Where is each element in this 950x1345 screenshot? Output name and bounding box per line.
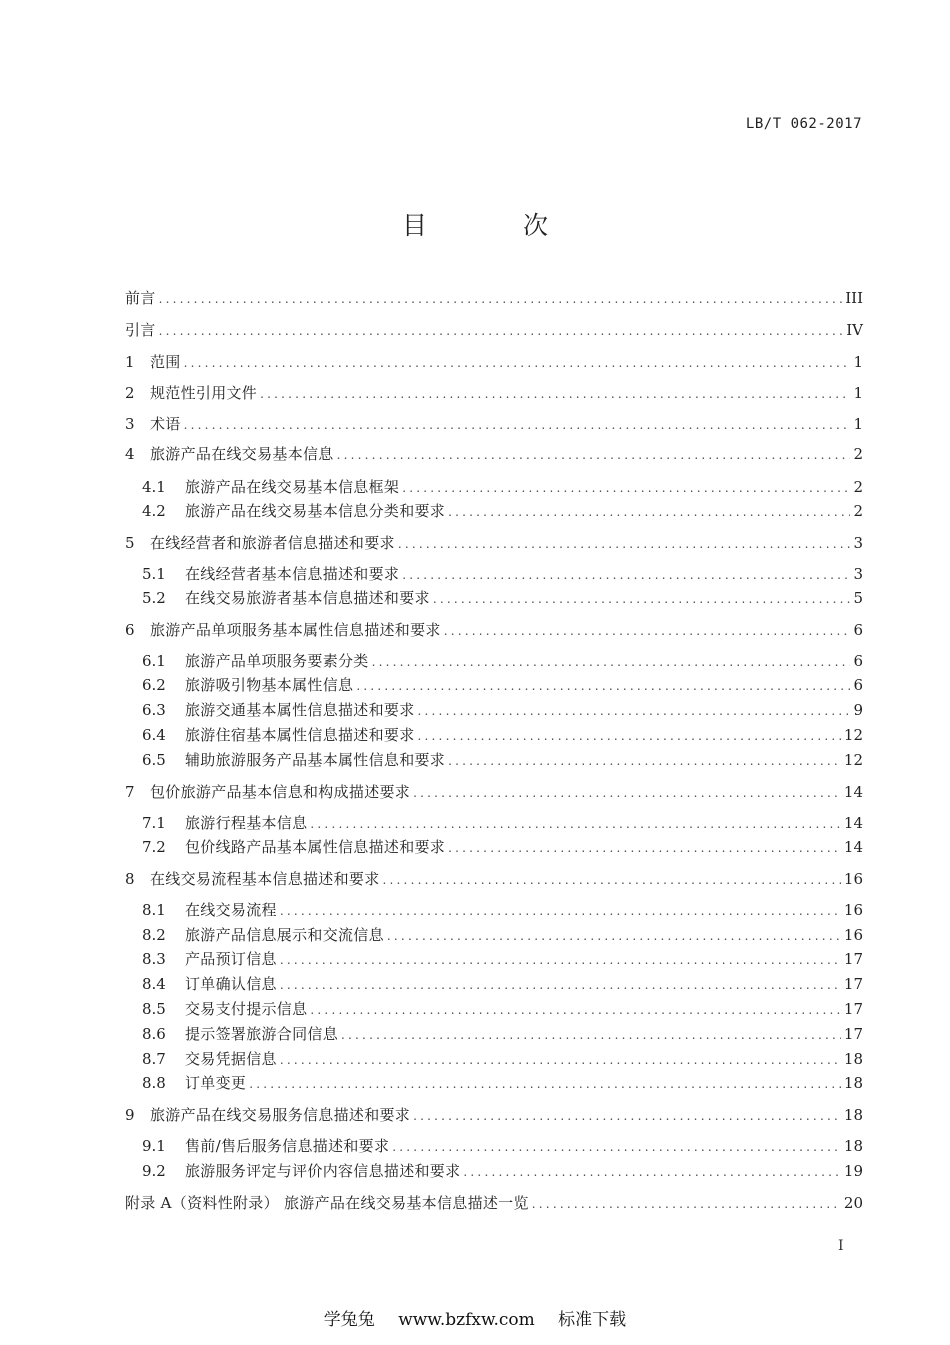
- toc-dot-leader: [337, 445, 851, 465]
- toc-entry-page: 17: [843, 1025, 863, 1043]
- toc-dot-leader: [387, 926, 841, 946]
- toc-dot-leader: [280, 1050, 841, 1070]
- toc-entry-page: 2: [853, 445, 863, 463]
- toc-entry[interactable]: [142, 1049, 863, 1069]
- toc-entry-label: 交易凭据信息: [185, 1050, 277, 1068]
- toc-entry-label: 旅游行程基本信息: [185, 814, 308, 832]
- toc-dot-leader: [249, 1074, 841, 1094]
- toc-entry-number: 8.8: [142, 1074, 166, 1092]
- toc-entry-page: 14: [843, 814, 863, 832]
- toc-entry-page: 18: [843, 1074, 863, 1092]
- toc-entry-number: 5.1: [142, 565, 166, 583]
- toc-entry[interactable]: [142, 675, 863, 695]
- toc-entry-page: 2: [853, 478, 863, 496]
- toc-entry-page: 1: [853, 384, 863, 402]
- toc-entry[interactable]: [142, 564, 863, 584]
- toc-entry[interactable]: [142, 1024, 863, 1044]
- watermark: 学兔兔 www.bzfxw.com 标准下载: [323, 1310, 627, 1330]
- toc-entry-page: 6: [853, 652, 863, 670]
- toc-entry-label: 在线经营者基本信息描述和要求: [185, 565, 400, 583]
- toc-entry-number: 8.5: [142, 1000, 166, 1018]
- toc-entry[interactable]: [142, 588, 863, 608]
- toc-entry-page: 3: [853, 565, 863, 583]
- toc-entry-page: 17: [843, 950, 863, 968]
- toc-entry-label: 订单变更: [185, 1074, 247, 1092]
- toc-dot-leader: [448, 751, 841, 771]
- toc-entry[interactable]: [125, 320, 863, 340]
- toc-entry[interactable]: [142, 999, 863, 1019]
- toc-entry[interactable]: [125, 383, 863, 403]
- toc-entry-number: 6.4: [142, 726, 166, 744]
- toc-entry[interactable]: [142, 925, 863, 945]
- toc-entry-label: 旅游服务评定与评价内容信息描述和要求: [185, 1162, 461, 1180]
- toc-entry-page: 12: [843, 751, 863, 769]
- toc-dot-leader: [184, 415, 851, 435]
- toc-entry[interactable]: [142, 477, 863, 497]
- toc-entry[interactable]: [125, 352, 863, 372]
- toc-entry[interactable]: [142, 750, 863, 770]
- toc-dot-leader: [433, 589, 851, 609]
- toc-entry-number: 9: [125, 1106, 135, 1124]
- toc-entry-label: 范围: [150, 353, 181, 371]
- toc-entry-page: 18: [843, 1050, 863, 1068]
- toc-entry-label: 在线经营者和旅游者信息描述和要求: [150, 534, 395, 552]
- toc-entry-page: 18: [843, 1137, 863, 1155]
- toc-entry-page: 3: [853, 534, 863, 552]
- toc-dot-leader: [280, 901, 841, 921]
- toc-entry-page: 14: [843, 838, 863, 856]
- toc-entry[interactable]: [125, 1193, 863, 1213]
- toc-entry-label: 旅游产品信息展示和交流信息: [185, 926, 384, 944]
- toc-entry-page: 1: [853, 353, 863, 371]
- toc-entry-number: 8: [125, 870, 135, 888]
- toc-entry-label: 旅游吸引物基本属性信息: [185, 676, 354, 694]
- toc-dot-leader: [418, 701, 851, 721]
- toc-dot-leader: [280, 950, 841, 970]
- toc-entry-label: 旅游住宿基本属性信息描述和要求: [185, 726, 415, 744]
- toc-entry-number: 8.3: [142, 950, 166, 968]
- toc-entry-label: 包价旅游产品基本信息和构成描述要求: [150, 783, 411, 801]
- toc-dot-leader: [463, 1162, 841, 1182]
- toc-dot-leader: [310, 1000, 841, 1020]
- toc-dot-leader: [402, 478, 850, 498]
- toc-dot-leader: [260, 384, 850, 404]
- toc-dot-leader: [532, 1194, 841, 1214]
- toc-entry-number: 7.2: [142, 838, 166, 856]
- toc-entry[interactable]: [142, 949, 863, 969]
- toc-entry[interactable]: [142, 700, 863, 720]
- toc-entry[interactable]: [142, 813, 863, 833]
- toc-entry-page: 6: [853, 676, 863, 694]
- toc-entry-label: 旅游产品在线交易服务信息描述和要求: [150, 1106, 411, 1124]
- toc-entry-number: 5.2: [142, 589, 166, 607]
- toc-entry-label: 在线交易流程: [185, 901, 277, 919]
- toc-entry-label: 引言: [125, 321, 156, 339]
- toc-entry[interactable]: [142, 1136, 863, 1156]
- toc-entry-number: 4.2: [142, 502, 166, 520]
- toc-entry[interactable]: [142, 1161, 863, 1181]
- toc-entry[interactable]: [125, 1105, 863, 1125]
- page-number: I: [838, 1238, 844, 1254]
- toc-entry-number: 8.7: [142, 1050, 166, 1068]
- toc-entry-page: 19: [843, 1162, 863, 1180]
- toc-entry-label: 旅游产品在线交易基本信息框架: [185, 478, 400, 496]
- toc-entry-page: 17: [843, 1000, 863, 1018]
- toc-entry-label: 在线交易流程基本信息描述和要求: [150, 870, 380, 888]
- toc-entry[interactable]: [125, 869, 863, 889]
- toc-dot-leader: [383, 870, 841, 890]
- toc-entry-page: 9: [853, 701, 863, 719]
- toc-dot-leader: [448, 838, 841, 858]
- toc-entry[interactable]: [125, 414, 863, 434]
- toc-entry-number: 9.1: [142, 1137, 166, 1155]
- toc-entry-page: 5: [853, 589, 863, 607]
- toc-dot-leader: [184, 353, 851, 373]
- toc-entry-number: 8.2: [142, 926, 166, 944]
- toc-entry-page: 16: [843, 870, 863, 888]
- toc-dot-leader: [310, 814, 841, 834]
- toc-entry-page: IV: [846, 321, 863, 339]
- toc-entry-page: 14: [843, 783, 863, 801]
- toc-entry[interactable]: [125, 620, 863, 640]
- toc-entry-label: 术语: [150, 415, 181, 433]
- toc-entry-page: 18: [843, 1106, 863, 1124]
- toc-entry-label: 包价线路产品基本属性信息描述和要求: [185, 838, 446, 856]
- toc-entry-label: 旅游产品单项服务要素分类: [185, 652, 369, 670]
- document-code: LB/T 062-2017: [745, 116, 862, 132]
- toc-entry[interactable]: [125, 444, 863, 464]
- toc-entry-page: 20: [843, 1194, 863, 1212]
- toc-entry[interactable]: [125, 288, 863, 308]
- toc-entry-page: 6: [853, 621, 863, 639]
- toc-entry[interactable]: [142, 837, 863, 857]
- toc-entry-number: 8.6: [142, 1025, 166, 1043]
- toc-entry-page: 16: [843, 901, 863, 919]
- toc-entry-label: 订单确认信息: [185, 975, 277, 993]
- toc-entry-number: 5: [125, 534, 135, 552]
- toc-dot-leader: [341, 1025, 841, 1045]
- toc-entry-label: 产品预订信息: [185, 950, 277, 968]
- toc-entry-page: 16: [843, 926, 863, 944]
- toc-entry-number: 8.4: [142, 975, 166, 993]
- toc-dot-leader: [418, 726, 841, 746]
- toc-dot-leader: [159, 321, 844, 341]
- toc-dot-leader: [398, 534, 851, 554]
- toc-entry[interactable]: [142, 501, 863, 521]
- toc-entry-number: 4: [125, 445, 135, 463]
- toc-entry-label: 提示签署旅游合同信息: [185, 1025, 339, 1043]
- toc-entry-label: 旅游产品单项服务基本属性信息描述和要求: [150, 621, 441, 639]
- toc-entry-number: 8.1: [142, 901, 166, 919]
- toc-dot-leader: [159, 289, 843, 309]
- toc-entry-label: 附录 A（资料性附录） 旅游产品在线交易基本信息描述一览: [125, 1194, 529, 1212]
- toc-dot-leader: [413, 783, 841, 803]
- toc-entry[interactable]: [125, 533, 863, 553]
- toc-entry-number: 3: [125, 415, 135, 433]
- toc-entry-number: 2: [125, 384, 135, 402]
- toc-entry-number: 6.1: [142, 652, 166, 670]
- toc-entry-label: 辅助旅游服务产品基本属性信息和要求: [185, 751, 446, 769]
- toc-entry-page: 1: [853, 415, 863, 433]
- toc-entry-number: 6.5: [142, 751, 166, 769]
- toc-entry-page: 17: [843, 975, 863, 993]
- toc-entry-page: 2: [853, 502, 863, 520]
- toc-entry-number: 6: [125, 621, 135, 639]
- toc-entry-number: 6.2: [142, 676, 166, 694]
- toc-dot-leader: [392, 1137, 841, 1157]
- toc-dot-leader: [402, 565, 850, 585]
- toc-entry[interactable]: [142, 725, 863, 745]
- toc-entry-page: 12: [843, 726, 863, 744]
- toc-entry[interactable]: [125, 782, 863, 802]
- table-of-contents: [125, 0, 863, 1345]
- toc-entry-number: 9.2: [142, 1162, 166, 1180]
- toc-entry-number: 7: [125, 783, 135, 801]
- toc-entry-label: 交易支付提示信息: [185, 1000, 308, 1018]
- toc-dot-leader: [444, 621, 851, 641]
- toc-dot-leader: [356, 676, 850, 696]
- toc-entry-label: 旅游产品在线交易基本信息分类和要求: [185, 502, 446, 520]
- toc-entry-label: 在线交易旅游者基本信息描述和要求: [185, 589, 430, 607]
- toc-entry-label: 旅游交通基本属性信息描述和要求: [185, 701, 415, 719]
- toc-dot-leader: [413, 1106, 841, 1126]
- toc-entry[interactable]: [142, 651, 863, 671]
- toc-entry-number: 4.1: [142, 478, 166, 496]
- toc-entry[interactable]: [142, 900, 863, 920]
- toc-entry-page: III: [845, 289, 863, 307]
- toc-entry[interactable]: [142, 1073, 863, 1093]
- toc-dot-leader: [372, 652, 851, 672]
- toc-entry[interactable]: [142, 974, 863, 994]
- toc-dot-leader: [280, 975, 841, 995]
- toc-entry-number: 6.3: [142, 701, 166, 719]
- toc-entry-label: 售前/售后服务信息描述和要求: [185, 1137, 390, 1155]
- toc-entry-label: 前言: [125, 289, 156, 307]
- toc-entry-number: 7.1: [142, 814, 166, 832]
- toc-dot-leader: [448, 502, 850, 522]
- toc-entry-label: 规范性引用文件: [150, 384, 258, 402]
- page-title: 目 次: [402, 211, 592, 240]
- toc-entry-number: 1: [125, 353, 135, 371]
- toc-entry-label: 旅游产品在线交易基本信息: [150, 445, 334, 463]
